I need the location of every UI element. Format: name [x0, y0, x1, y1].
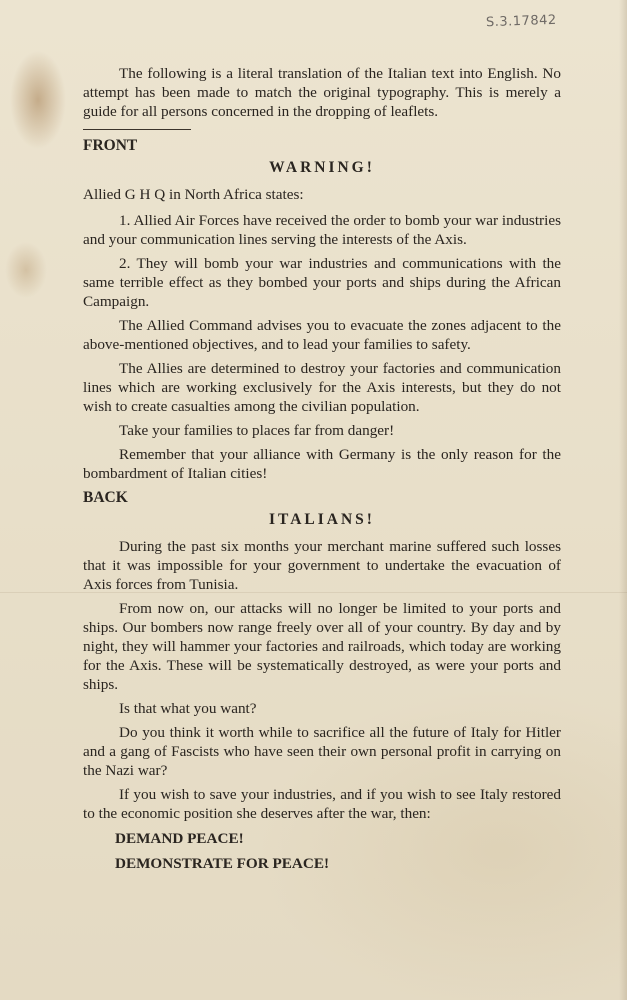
- paper-edge-shadow: [619, 0, 627, 1000]
- front-heading: WARNING!: [269, 159, 375, 176]
- front-label: FRONT: [83, 137, 138, 154]
- archive-handwritten-mark: S.3.17842: [485, 12, 557, 31]
- closing-slogan: DEMONSTRATE FOR PEACE!: [115, 855, 330, 872]
- separator-rule: [83, 129, 191, 130]
- back-paragraph: Is that what you want?: [119, 700, 257, 717]
- back-paragraph: During the past six months your merchant marine suffered such losses that it was impossible for your government to undertake the evacuation of Axis forces from Tunisia.: [83, 538, 561, 593]
- front-paragraph: 1. Allied Air Forces have received the order to bomb your war industries and your communication lines serving the interests of the Axis.: [83, 212, 561, 248]
- back-paragraph: From now on, our attacks will no longer be limited to your ports and ships. Our bombers now range freely over all of your country. By day and by night, they will hammer your factories and railroads, which today are working for the Axis. These will be systematically destroyed, as were your ports and ships.: [83, 600, 561, 693]
- translation-note: The following is a literal translation of the Italian text into English. No attempt has been made to match the original typography. This is merely a guide for all persons concerned in the dropping of leaflets.: [83, 65, 561, 120]
- front-paragraph: The Allied Command advises you to evacuate the zones adjacent to the above-mentioned objectives, and to lead your families to safety.: [83, 317, 561, 353]
- leaflet-text: [83, 64, 561, 875]
- front-lead: Allied G H Q in North Africa states:: [83, 186, 304, 203]
- front-paragraph: The Allies are determined to destroy your factories and communication lines which are working exclusively for the Axis interests, but they do not wish to create casualties among the civilian population.: [83, 360, 561, 415]
- back-label: BACK: [83, 489, 128, 506]
- back-paragraph: Do you think it worth while to sacrifice all the future of Italy for Hitler and a gang of Fascists who have seen their own personal profit in carrying on the Nazi war?: [83, 724, 561, 779]
- front-paragraph: Remember that your alliance with Germany is the only reason for the bombardment of Italian cities!: [83, 446, 561, 482]
- closing-slogan: DEMAND PEACE!: [115, 830, 244, 847]
- front-paragraph: 2. They will bomb your war industries and communications with the same terrible effect as they bombed your ports and ships during the African Campaign.: [83, 255, 561, 310]
- front-paragraph: Take your families to places far from danger!: [119, 422, 395, 439]
- back-paragraph: If you wish to save your industries, and if you wish to see Italy restored to the economic position she deserves after the war, then:: [83, 786, 561, 822]
- back-heading: ITALIANS!: [269, 511, 375, 528]
